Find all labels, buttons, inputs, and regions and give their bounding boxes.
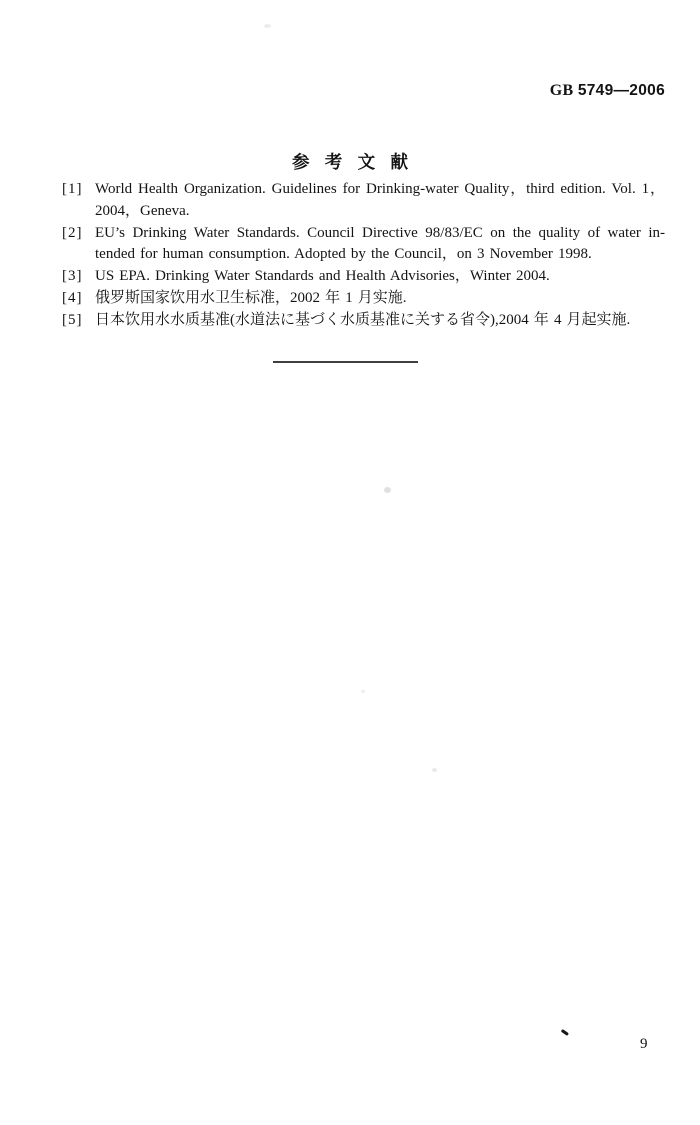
reference-item [62, 266, 665, 288]
page-title: 参 考 文 献 [291, 152, 409, 172]
reference-line: 2004，Geneva. [95, 202, 190, 219]
reference-line: tended for human consumption. Adopted by the Council，on 3 November 1998. [95, 246, 592, 263]
reference-item [62, 310, 665, 332]
scan-tick-mark [561, 1029, 569, 1036]
reference-line: US EPA. Drinking Water Standards and Health Advisories，Winter 2004. [95, 268, 550, 285]
scan-speck [432, 768, 437, 772]
scan-speck [361, 690, 365, 693]
reference-text [95, 288, 665, 310]
reference-label: [1] [62, 181, 83, 197]
reference-item [62, 223, 665, 267]
reference-text [95, 179, 665, 223]
reference-list [62, 179, 665, 332]
reference-line: EU’s Drinking Water Standards. Council Directive 98/83/EC on the quality of water in- [95, 224, 665, 241]
page-number: 9 [640, 1036, 648, 1052]
reference-line: 日本饮用水水质基准(水道法に基づく水质基准に关する省令),2004 年 4 月起实施. [95, 311, 631, 328]
reference-text [95, 266, 665, 288]
scan-speck [264, 24, 271, 28]
reference-line: World Health Organization. Guidelines for Drinking-water Quality，third edition. Vol. 1， [95, 181, 665, 197]
reference-line: 俄罗斯国家饮用水卫生标准，2002 年 1 月实施. [95, 289, 407, 306]
standard-code-header [550, 82, 665, 100]
scan-speck [384, 487, 391, 493]
reference-label: [4] [62, 289, 83, 306]
reference-item [62, 179, 665, 223]
reference-label: [5] [62, 311, 83, 328]
end-of-document-rule [273, 361, 418, 363]
reference-text [95, 223, 665, 267]
reference-text [95, 310, 665, 332]
standard-code-prefix: GB [549, 82, 574, 99]
reference-label: [3] [62, 268, 83, 285]
reference-label: [2] [62, 224, 83, 241]
standard-code-number: 5749—2006 [577, 82, 665, 99]
reference-item [62, 288, 665, 310]
